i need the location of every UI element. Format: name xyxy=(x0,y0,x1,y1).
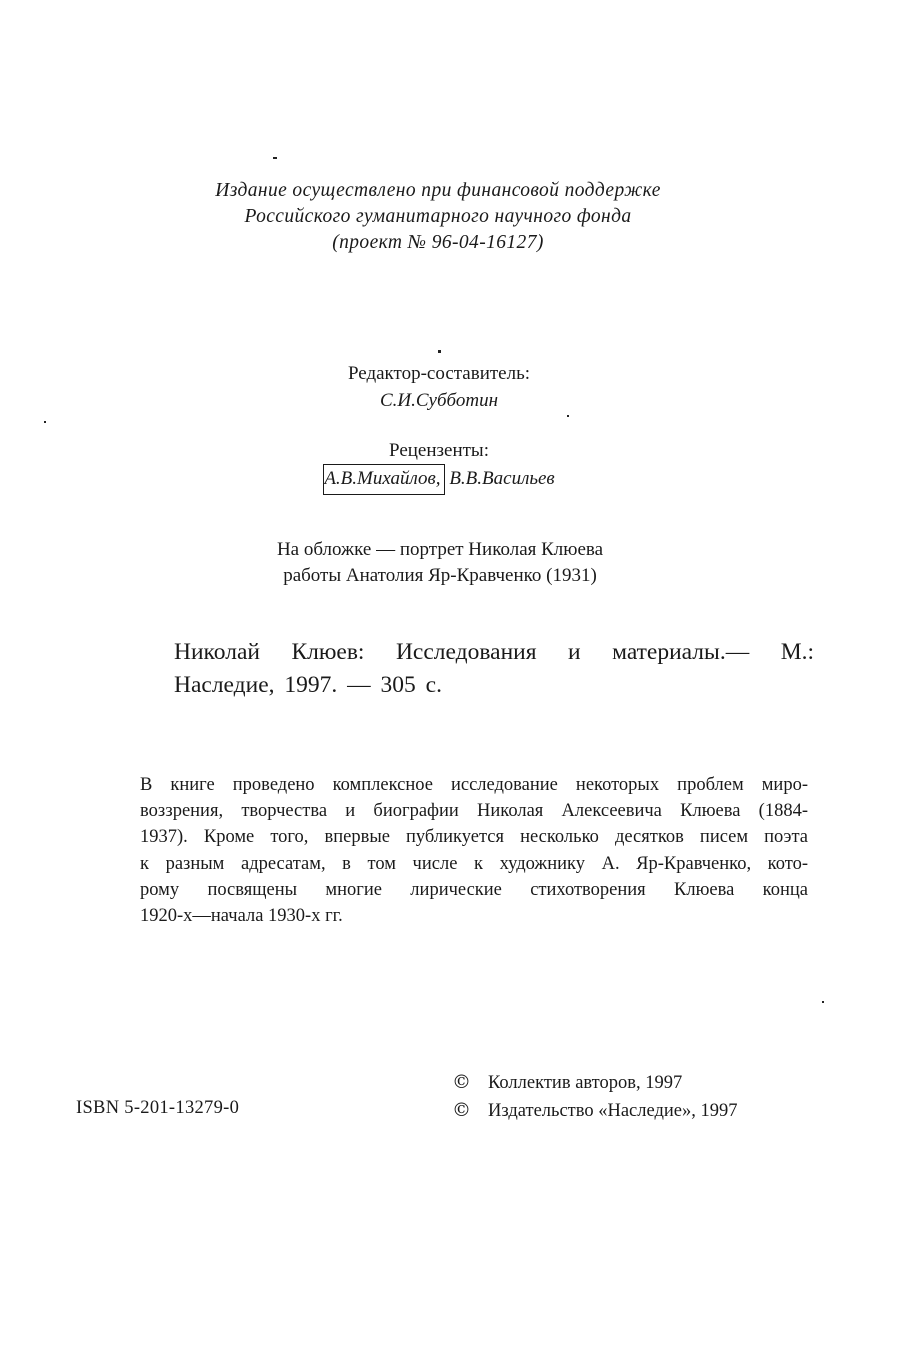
scan-speck xyxy=(44,421,46,423)
annotation-line: 1937). Кроме того, впервые публикуется несколько десятков писем поэта xyxy=(140,827,808,848)
reviewers-block xyxy=(0,437,878,495)
scan-speck xyxy=(567,415,569,417)
copyright-line xyxy=(452,1069,737,1097)
copyright-text: Издательство «Наследие», 1997 xyxy=(488,1101,738,1121)
copyright-text: Коллектив авторов, 1997 xyxy=(488,1073,683,1093)
annotation-line: 1920-х—начала 1930-х гг. xyxy=(140,906,343,927)
cover-note-line: работы Анатолия Яр-Кравченко (1931) xyxy=(283,565,597,586)
reviewers-names xyxy=(0,464,878,495)
funding-note-project: (проект № 96-04-16127) xyxy=(332,232,544,253)
copyright-icon: © xyxy=(452,1099,471,1121)
editor-label: Редактор-составитель: xyxy=(347,363,531,384)
copyright-line xyxy=(452,1097,737,1125)
scan-speck xyxy=(273,157,277,159)
bibliographic-line: Николай Клюев: Исследования и материалы.— М.: xyxy=(174,639,814,665)
annotation-line: к разным адресатам, в том числе к художнику А. Яр-Кравченко, кото- xyxy=(140,853,808,874)
reviewers-label: Рецензенты: xyxy=(389,440,489,461)
funding-note-line: Российского гуманитарного научного фонда xyxy=(244,206,632,227)
bibliographic-description xyxy=(174,636,814,702)
annotation-line: В книге проведено комплексное исследование некоторых проблем миро- xyxy=(140,775,808,795)
reviewer-first: А.В.Михайлов, xyxy=(323,464,444,495)
funding-note xyxy=(0,178,876,256)
isbn: ISBN 5-201-13279-0 xyxy=(76,1098,240,1118)
cover-note xyxy=(0,537,880,589)
cover-note-line: На обложке — портрет Николая Клюева xyxy=(276,539,604,560)
scan-speck xyxy=(438,350,441,353)
annotation xyxy=(140,772,808,929)
funding-note-line: Издание осуществлено при финансовой поддержке xyxy=(215,180,661,201)
copyright-icon: © xyxy=(452,1071,471,1093)
scan-speck xyxy=(822,1001,824,1003)
annotation-line: воззрения, творчества и биографии Николая Алексеевича Клюева (1884- xyxy=(140,801,808,822)
reviewer-second: В.В.Васильев xyxy=(449,468,555,489)
editor-name: С.И.Субботин xyxy=(379,390,498,411)
editor-block xyxy=(0,360,878,414)
bibliographic-line: Наследие, 1997. — 305 с. xyxy=(174,672,442,698)
annotation-line: рому посвящены многие лирические стихотворения Клюева конца xyxy=(140,879,808,900)
copyrights xyxy=(452,1069,737,1125)
